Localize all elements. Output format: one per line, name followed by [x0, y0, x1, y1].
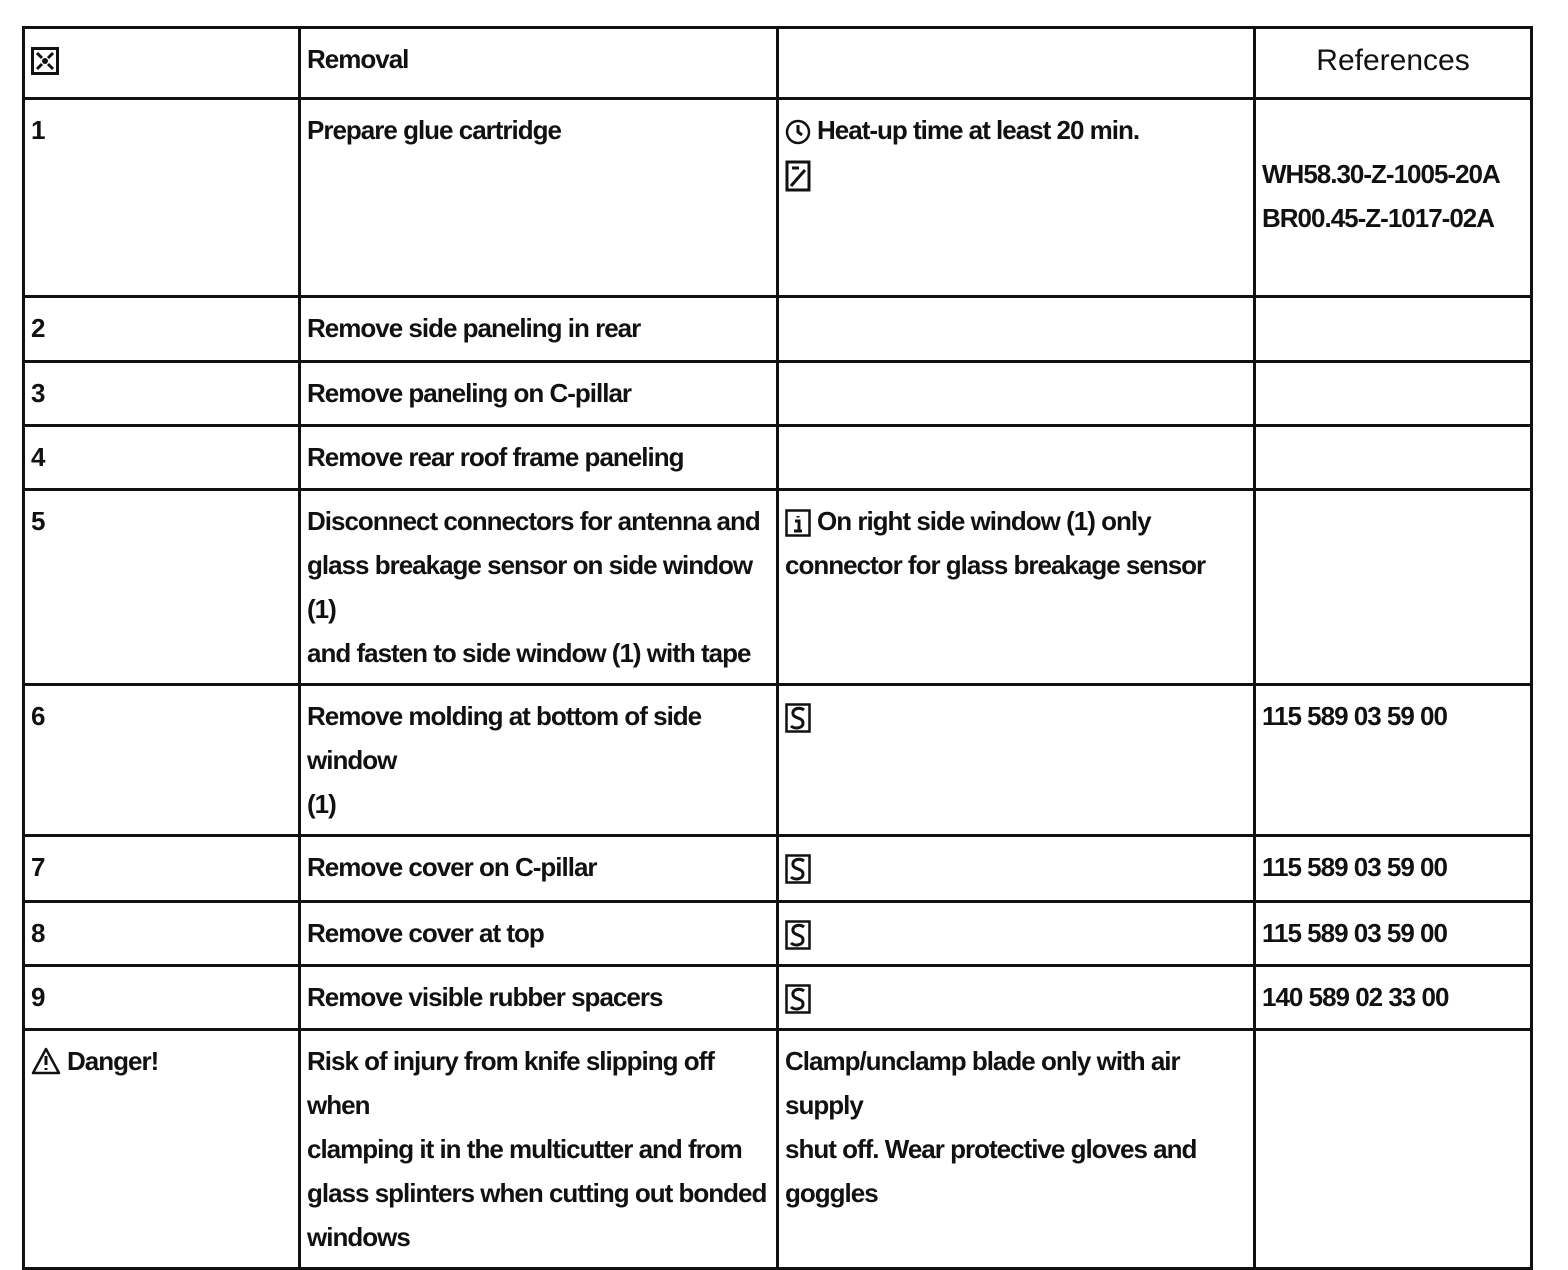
step-note	[778, 297, 1255, 362]
action-line: (1)	[307, 789, 336, 819]
clock-icon	[785, 119, 811, 145]
step-references: 140 589 02 33 00	[1255, 966, 1532, 1030]
measure-line: shut off. Wear protective gloves and	[785, 1134, 1197, 1164]
danger-row	[24, 1030, 1532, 1269]
special-tool-icon	[785, 854, 811, 884]
table-row	[24, 426, 1532, 490]
table-row	[24, 685, 1532, 836]
removal-procedure-table	[22, 26, 1533, 1270]
step-number: 8	[24, 902, 300, 966]
step-references: 115 589 03 59 00	[1255, 685, 1532, 836]
step-references	[1255, 297, 1532, 362]
header-references: References	[1255, 28, 1532, 99]
warning-triangle-icon	[31, 1047, 61, 1075]
action-line: glass breakage sensor on side window (1)	[307, 550, 753, 624]
step-note	[778, 966, 1255, 1030]
step-note	[778, 426, 1255, 490]
step-note	[778, 362, 1255, 426]
step-references: 115 589 03 59 00	[1255, 836, 1532, 902]
risk-line: glass splinters when cutting out bonded	[307, 1178, 767, 1208]
step-action: Remove cover on C-pillar	[300, 836, 778, 902]
danger-references	[1255, 1030, 1532, 1269]
risk-line: windows	[307, 1222, 410, 1252]
header-removal: Removal	[300, 28, 778, 99]
table-row	[24, 902, 1532, 966]
action-line: and fasten to side window (1) with tape	[307, 638, 751, 668]
step-action: Prepare glue cartridge	[300, 99, 778, 297]
reference-document: WH58.30-Z-1005-20A	[1262, 159, 1500, 189]
step-action	[300, 685, 778, 836]
step-number: 2	[24, 297, 300, 362]
step-action: Remove paneling on C-pillar	[300, 362, 778, 426]
tool-cross-icon	[31, 47, 59, 75]
special-tool-icon	[785, 984, 811, 1014]
action-line: Remove molding at bottom of side window	[307, 701, 702, 775]
special-tool-icon	[785, 703, 811, 733]
step-action: Remove cover at top	[300, 902, 778, 966]
step-number: 4	[24, 426, 300, 490]
measure-line: goggles	[785, 1178, 878, 1208]
heat-up-note: Heat-up time at least 20 min.	[817, 115, 1140, 145]
danger-label: Danger!	[67, 1046, 159, 1076]
danger-measures	[778, 1030, 1255, 1269]
action-line: Disconnect connectors for antenna and	[307, 506, 760, 536]
header-notes	[778, 28, 1255, 99]
table-row	[24, 362, 1532, 426]
step-note	[778, 99, 1255, 297]
step-number: 1	[24, 99, 300, 297]
table-row	[24, 836, 1532, 902]
header-icon-cell	[24, 28, 300, 99]
note-line: connector for glass breakage sensor	[785, 550, 1206, 580]
step-note	[778, 490, 1255, 685]
step-number: 7	[24, 836, 300, 902]
step-note	[778, 685, 1255, 836]
step-references	[1255, 362, 1532, 426]
danger-label-cell	[24, 1030, 300, 1269]
step-action: Remove visible rubber spacers	[300, 966, 778, 1030]
measure-line: Clamp/unclamp blade only with air supply	[785, 1046, 1180, 1120]
table-row	[24, 490, 1532, 685]
table-row	[24, 99, 1532, 297]
step-number: 6	[24, 685, 300, 836]
step-action: Remove side paneling in rear	[300, 297, 778, 362]
risk-line: Risk of injury from knife slipping off when	[307, 1046, 714, 1120]
step-note	[778, 836, 1255, 902]
step-number: 5	[24, 490, 300, 685]
note-line: On right side window (1) only	[817, 506, 1151, 536]
step-references: 115 589 03 59 00	[1255, 902, 1532, 966]
danger-risk	[300, 1030, 778, 1269]
step-references	[1255, 490, 1532, 685]
special-tool-icon	[785, 920, 811, 950]
step-action	[300, 490, 778, 685]
step-action: Remove rear roof frame paneling	[300, 426, 778, 490]
step-number: 9	[24, 966, 300, 1030]
step-number: 3	[24, 362, 300, 426]
reference-document: BR00.45-Z-1017-02A	[1262, 203, 1495, 233]
step-references	[1255, 99, 1532, 297]
table-row	[24, 966, 1532, 1030]
step-references	[1255, 426, 1532, 490]
step-note	[778, 902, 1255, 966]
document-icon	[785, 160, 811, 192]
table-row	[24, 297, 1532, 362]
info-icon	[785, 509, 811, 537]
risk-line: clamping it in the multicutter and from	[307, 1134, 742, 1164]
header-row	[24, 28, 1532, 99]
